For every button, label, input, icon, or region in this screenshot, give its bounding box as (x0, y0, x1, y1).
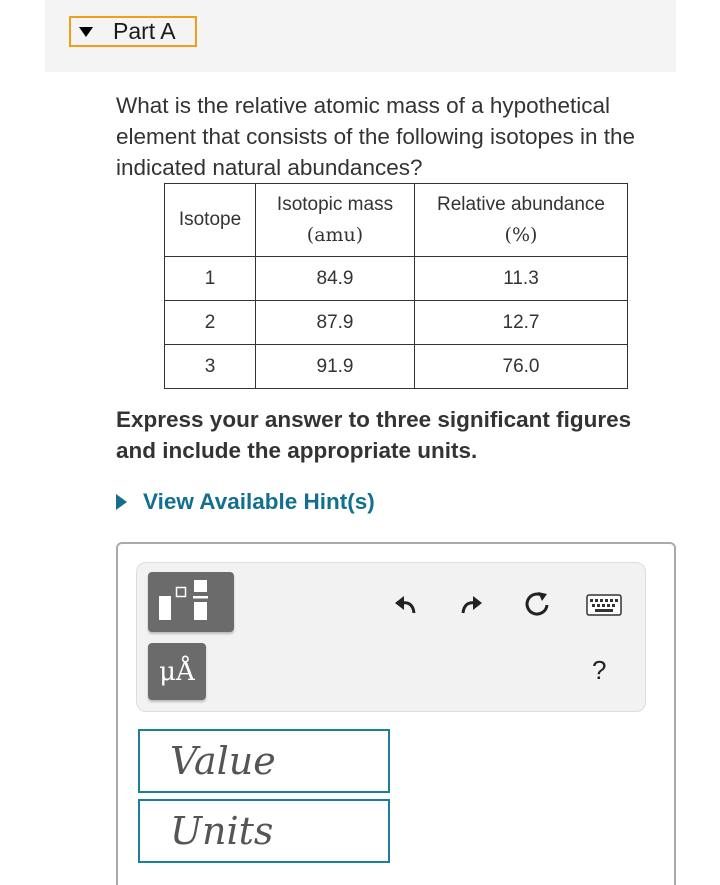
table-header-row (165, 184, 628, 257)
units-input[interactable] (138, 799, 390, 863)
view-hints-link[interactable] (116, 489, 375, 515)
part-title: Part A (113, 18, 176, 44)
value-input[interactable] (138, 729, 390, 793)
table-row (165, 345, 628, 389)
header-isotopic-mass (256, 184, 415, 257)
cell-mass: 87.9 (256, 301, 415, 345)
cell-isotope: 1 (165, 257, 256, 301)
undo-icon[interactable] (392, 590, 420, 618)
header-mass-unit: (amu) (306, 224, 364, 246)
hint-label: View Available Hint(s) (143, 489, 375, 514)
header-isotope: Isotope (165, 184, 256, 257)
cell-mass: 91.9 (256, 345, 415, 389)
cell-mass: 84.9 (256, 257, 415, 301)
cell-isotope: 3 (165, 345, 256, 389)
cell-isotope: 2 (165, 301, 256, 345)
templates-icon (148, 572, 234, 632)
header-abundance-label: Relative abundance (437, 194, 605, 215)
reset-icon[interactable] (521, 588, 553, 620)
help-button[interactable]: ? (592, 655, 607, 685)
cell-abundance: 76.0 (415, 345, 628, 389)
instruction-text: Express your answer to three significant figures and include the appropriate units. (116, 407, 632, 463)
cell-abundance: 11.3 (415, 257, 628, 301)
redo-icon[interactable] (457, 590, 485, 618)
part-toggle[interactable] (69, 16, 197, 47)
templates-button[interactable] (148, 572, 234, 632)
units-button[interactable]: μÅ (148, 643, 206, 700)
keyboard-icon[interactable] (586, 594, 622, 616)
header-mass-label: Isotopic mass (276, 194, 394, 215)
header-relative-abundance (415, 184, 628, 257)
header-abundance-unit: (%) (504, 224, 538, 246)
question-text: What is the relative atomic mass of a hypothetical element that consists of the following isotopes in the indicated natural abundances? (116, 93, 636, 180)
caret-right-icon (116, 494, 127, 510)
isotope-table (164, 183, 628, 389)
cell-abundance: 12.7 (415, 301, 628, 345)
caret-down-icon (79, 27, 93, 37)
table-row (165, 257, 628, 301)
table-row (165, 301, 628, 345)
